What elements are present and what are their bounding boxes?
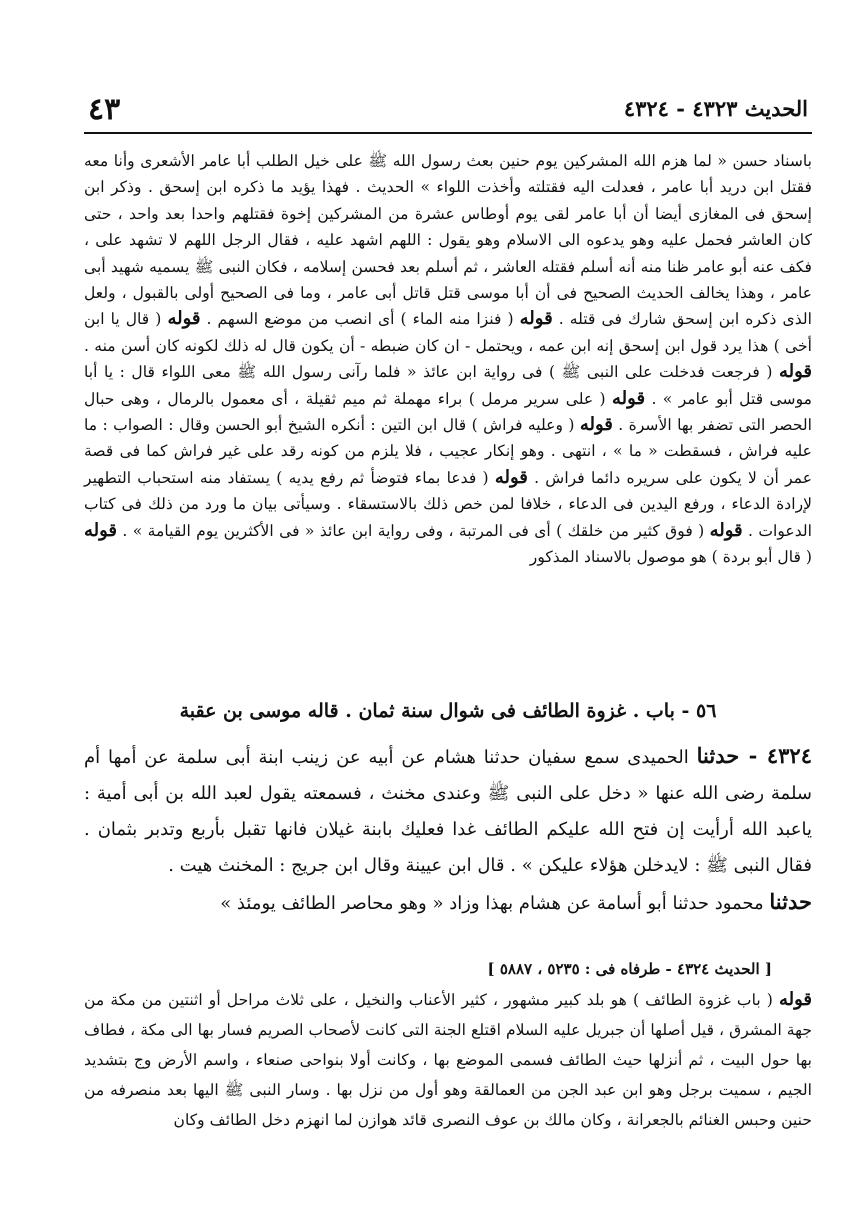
page-header [88, 92, 808, 132]
hadith-paragraph [84, 738, 812, 884]
hadith-text: الحميدى سمع سفيان حدثنا هشام عن أبيه عن زينب ابنة أبى سلمة عن أمها أم سلمة رضى الله عنها « دخل على النبى ﷺ وعندى مخنث ، فسمعته يقول لعبد الله بن أبى أمية : ياعبد الله أرأيت إن فتح الله عليكم الطائف غدا فعليك بابنة غيلان فانها تقبل بأربع وتدبر بثمان . فقال النبى ﷺ : لايدخلن هؤلاء عليكن » . قال ابن عيينة وقال ابن جريج : المخنث هيت . [84, 747, 812, 876]
commentary-paragraph [84, 985, 812, 1135]
qawluhu-marker: قوله [709, 519, 743, 541]
commentary-text: ( قال يا ابن أخى ) هذا يرد قول ابن إسحق إنه ابن عمه ، ويحتمل - ان كان ضبطه - أن يكون قال له ذلك لكونه كان أسن منه . [84, 310, 812, 355]
commentary-block-2 [84, 985, 812, 1135]
commentary-text: ( باب غزوة الطائف ) هو بلد كبير مشهور ، كثير الأعناب والنخيل ، على ثلاث مراحل أو اثنتين من مكة من جهة المشرق ، قيل أصلها أن جبريل عليه السلام اقتلع الجنة التى كانت لأصحاب الصريم فسار بها الى مكة ، فطاف بها حول البيت ، ثم أنزلها حيث الطائف فسمى الموضع بها ، وكانت أولا بنواحى صنعاء ، واسم الأرض وج بتشديد الجيم ، سميت برجل وهو ابن عبد الجن من العمالقة وهو أول من نزل بها . وسار النبى ﷺ اليها بعد منصرفه من حنين وحبس الغنائم بالجعرانة ، وكان مالك بن عوف النصرى قائد هوازن لما انهزم دخل الطائف وكان [84, 991, 812, 1129]
hadith-number-haddathana: ٤٣٢٤ - حدثنا [696, 743, 812, 768]
qawluhu-marker: قوله [84, 519, 118, 541]
qawluhu-marker: قوله [778, 989, 812, 1010]
commentary-text: باسناد حسن « لما هزم الله المشركين يوم حنين بعث رسول الله ﷺ على خيل الطلب أبا عامر الأشعرى وأنا معه فقتل ابن دريد أبا عامر ، فعدلت اليه فقتلته وأخذت اللواء » الحديث . فهذا يؤيد ما ذكره ابن إسحق . وذكر ابن إسحق فى المغازى أيضا أن أبا عامر لقى يوم أوطاس عشرة من المشركين إخوة فقتلهم واحدا بعد واحد ، حتى كان العاشر فحمل عليه وهو يدعوه الى الاسلام وهو يقول : اللهم اشهد عليه ، فقال الرجل اللهم لا تشهد على ، فكف عنه أبو عامر ظنا منه أنه أسلم فقتله العاشر ، ثم أسلم بعد فحسن إسلامه ، فكان النبى ﷺ يسميه شهيد أبى عامر ، وهذا يخالف الحديث الصحيح فى أن أبا موسى قتل قاتل أبى عامر ، وما فى الصحيح أولى بالقبول ، ولعل الذى ذكره ابن إسحق شارك فى قتله . [84, 152, 812, 329]
chapter-heading: ٥٦ - باب . غزوة الطائف فى شوال سنة ثمان . قاله موسى بن عقبة [179, 700, 717, 722]
haddathana-marker: حدثنا [769, 889, 812, 914]
qawluhu-marker: قوله [167, 308, 201, 330]
hadith-paragraph [84, 884, 812, 922]
commentary-text: ( فدعا بماء فتوضأ ثم رفع يديه ) يستفاد منه استحباب التطهير لإرادة الدعاء ، ورفع اليدين فى الدعاء ، خلافا لمن خص ذلك بالاستسقاء . وسيأتى بيان ما ورد من ذلك فى كتاب الدعوات . [84, 468, 812, 540]
hadith-block [84, 738, 812, 922]
qawluhu-marker: قوله [519, 308, 553, 330]
page-number: ٤٣ [88, 92, 121, 127]
qawluhu-marker: قوله [612, 387, 646, 409]
qawluhu-marker: قوله [494, 466, 528, 488]
commentary-block-1 [84, 148, 812, 571]
hadith-cross-reference: [ الحديث ٤٣٢٤ - طرفاه فى : ٥٢٣٥ ، ٥٨٨٧ ] [487, 960, 772, 978]
qawluhu-marker: قوله [778, 361, 812, 383]
header-rule [84, 132, 812, 134]
commentary-text: ( قال أبو بردة ) هو موصول بالاسناد المذكور [529, 548, 812, 567]
commentary-text: ( على سرير مرمل ) براء مهملة ثم ميم ثقيلة ، أى معمول بالرمال ، وهى حبال الحصر التى تضفر بها الأسرة . [84, 389, 812, 435]
commentary-text: ( فنزا منه الماء ) أى انصب من موضع السهم . [200, 310, 520, 329]
hadith-text: محمود حدثنا أبو أسامة عن هشام بهذا وزاد « وهو محاصر الطائف يومئذ » [220, 893, 770, 914]
qawluhu-marker: قوله [579, 414, 613, 436]
commentary-text: ( وعليه فراش ) قال ابن التين : أنكره الشيخ أبو الحسن وقال : الصواب : ما عليه فراش ، فسقطت « ما » ، انتهى . وهو إنكار عجيب ، فلا يلزم من كونه رقد على غير فراش كما فى قصة عمر أن لا يكون على سريره دائما فراش . [84, 416, 813, 487]
commentary-text: ( فوق كثير من خلقك ) أى فى المرتبة ، وفى رواية ابن عائذ « فى الأكثرين يوم القيامة » . [117, 521, 710, 540]
running-title: الحديث ٤٣٢٣ - ٤٣٢٤ [623, 96, 808, 121]
commentary-text: ( فرجعت فدخلت على النبى ﷺ ) فى رواية ابن عائذ « فلما رآنى رسول الله ﷺ معى اللواء قال : يا أبا موسى قتل أبو عامر » . [84, 363, 813, 408]
commentary-paragraph [84, 148, 812, 571]
